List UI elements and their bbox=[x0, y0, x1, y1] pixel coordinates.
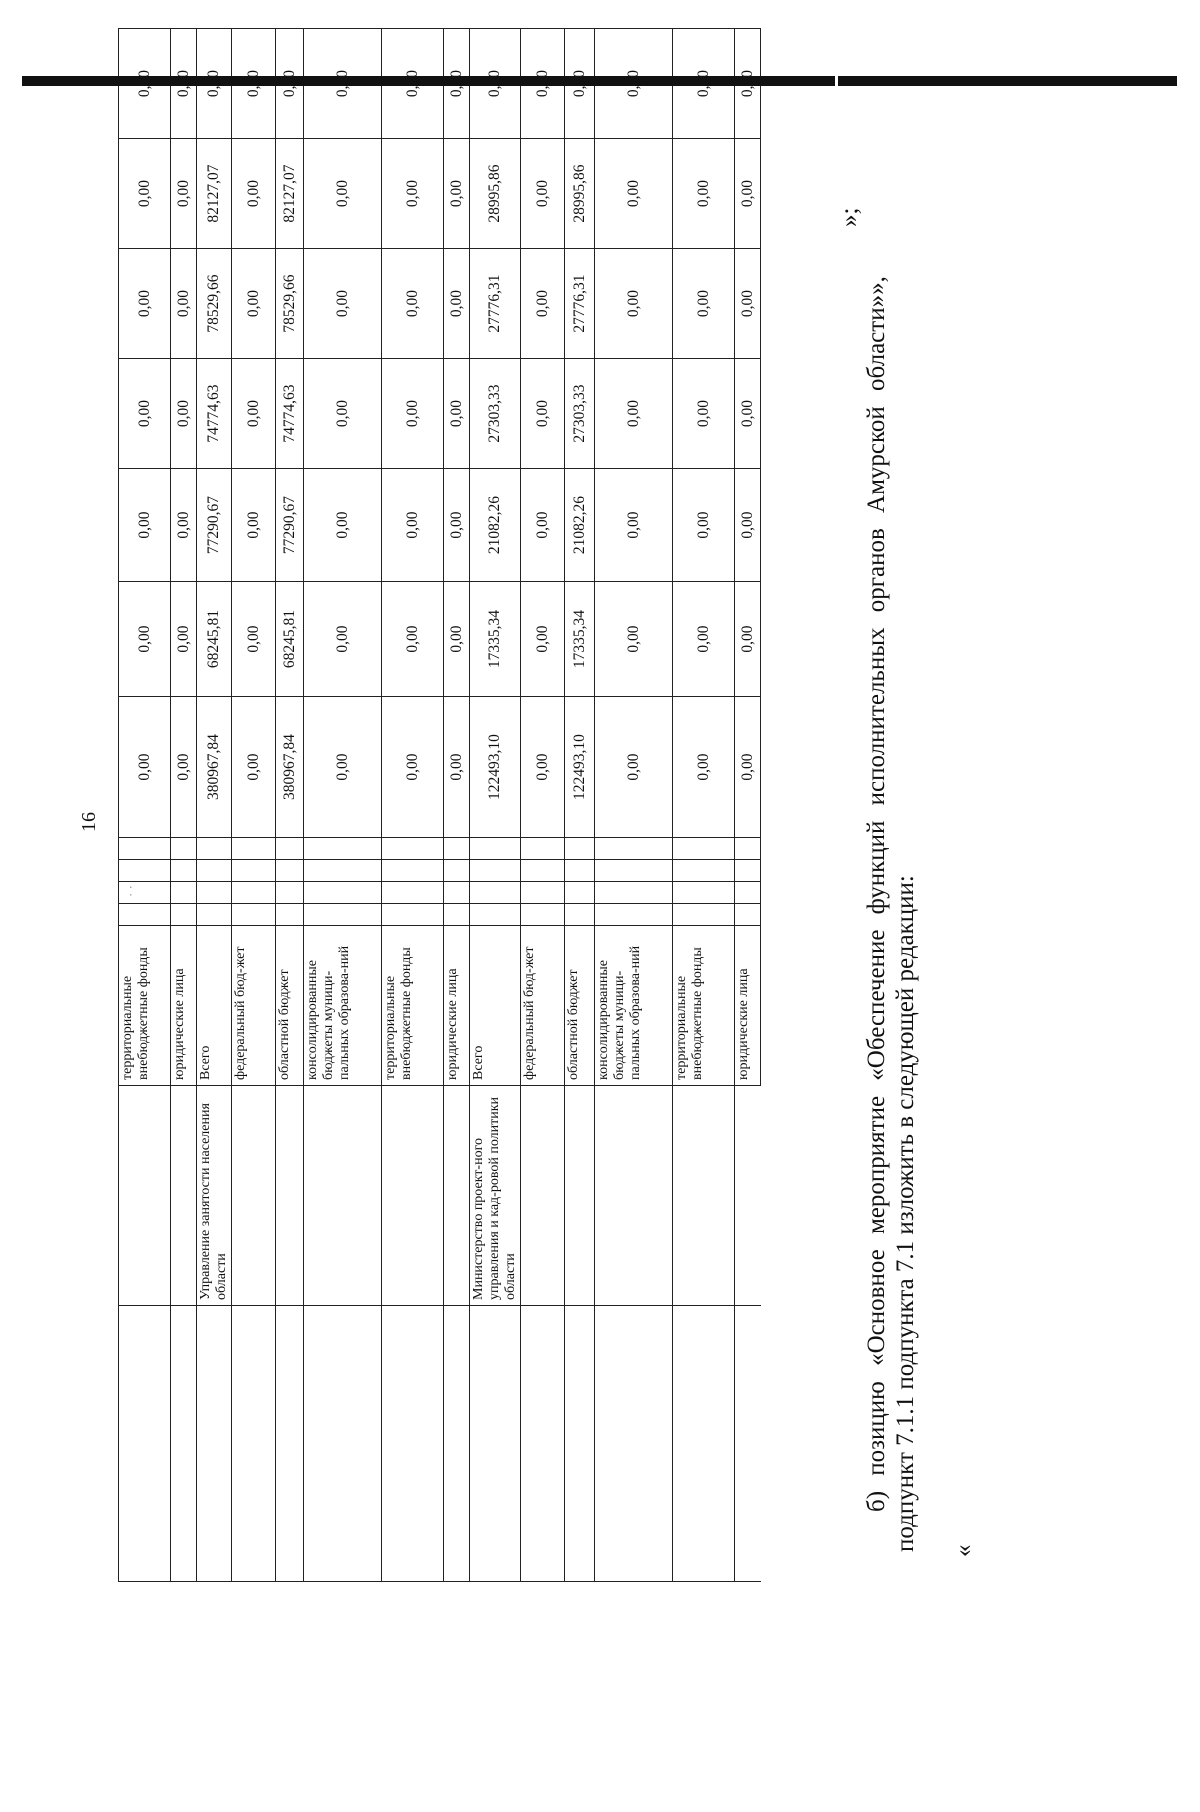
code-cell bbox=[565, 838, 595, 860]
code-cell bbox=[232, 860, 276, 882]
source-cell: консолидированные бюджеты муници-пальных образова-ний bbox=[304, 926, 382, 1086]
value-cell: 0,00 bbox=[735, 359, 761, 469]
value-cell: 0,00 bbox=[382, 359, 444, 469]
value-cell: 380967,84 bbox=[197, 697, 232, 838]
source-cell: федеральный бюд-жет bbox=[232, 926, 276, 1086]
code-cell bbox=[197, 904, 232, 926]
value-cell: 0,00 bbox=[521, 469, 565, 582]
value-cell: 0,00 bbox=[382, 582, 444, 697]
value-cell: 82127,07 bbox=[276, 139, 304, 249]
code-cell bbox=[276, 882, 304, 904]
value-cell: 27776,31 bbox=[470, 249, 521, 359]
code-cell bbox=[276, 838, 304, 860]
value-cell: 68245,81 bbox=[197, 582, 232, 697]
value-cell: 0,00 bbox=[595, 697, 673, 838]
value-cell: 0,00 bbox=[735, 697, 761, 838]
value-cell: 0,00 bbox=[444, 697, 470, 838]
table-row bbox=[735, 29, 761, 1582]
source-cell: территориальные внебюджетные фонды bbox=[673, 926, 735, 1086]
code-cell bbox=[382, 838, 444, 860]
value-cell: 82127,07 bbox=[197, 139, 232, 249]
paragraph-line-1: б) позицию «Основное мероприятие «Обеспечение функций исполнительных органов Амурской области»», bbox=[863, 276, 890, 1512]
table-row bbox=[276, 29, 304, 1582]
code-cell bbox=[119, 860, 171, 882]
executor-cell bbox=[276, 1086, 304, 1306]
amendment-paragraph bbox=[862, 212, 920, 1552]
source-cell: областной бюджет bbox=[565, 926, 595, 1086]
value-cell: 0,00 bbox=[673, 697, 735, 838]
value-cell: 0,00 bbox=[171, 582, 197, 697]
value-cell: 0,00 bbox=[171, 139, 197, 249]
code-cell bbox=[565, 904, 595, 926]
code-cell bbox=[521, 838, 565, 860]
value-cell: 21082,26 bbox=[565, 469, 595, 582]
value-cell: 74774,63 bbox=[276, 359, 304, 469]
code-cell bbox=[735, 838, 761, 860]
code-cell bbox=[521, 882, 565, 904]
value-cell: 0,00 bbox=[444, 139, 470, 249]
value-cell: 0,00 bbox=[119, 697, 171, 838]
page-number: 16 bbox=[78, 812, 100, 832]
value-cell: 0,00 bbox=[521, 249, 565, 359]
value-cell: 0,00 bbox=[119, 469, 171, 582]
value-cell: 0,00 bbox=[232, 582, 276, 697]
code-cell bbox=[197, 882, 232, 904]
program-cell bbox=[444, 1306, 470, 1582]
code-cell bbox=[119, 904, 171, 926]
code-cell bbox=[304, 882, 382, 904]
source-cell: юридические лица bbox=[444, 926, 470, 1086]
table-row bbox=[444, 29, 470, 1582]
table-row bbox=[382, 29, 444, 1582]
code-cell bbox=[521, 904, 565, 926]
executor-cell bbox=[673, 1086, 735, 1306]
value-cell: 0,00 bbox=[735, 249, 761, 359]
value-cell: 0,00 bbox=[444, 359, 470, 469]
executor-cell bbox=[735, 1086, 761, 1306]
value-cell: 77290,67 bbox=[197, 469, 232, 582]
value-cell: 122493,10 bbox=[470, 697, 521, 838]
code-cell bbox=[444, 838, 470, 860]
table-row bbox=[232, 29, 276, 1582]
code-cell bbox=[595, 860, 673, 882]
value-cell: 27303,33 bbox=[470, 359, 521, 469]
value-cell: 0,00 bbox=[444, 249, 470, 359]
source-cell: областной бюджет bbox=[276, 926, 304, 1086]
closing-quote-mark: »; bbox=[836, 207, 863, 227]
executor-cell bbox=[382, 1086, 444, 1306]
program-cell bbox=[521, 1306, 565, 1582]
program-cell bbox=[735, 1306, 761, 1582]
value-cell: 0,00 bbox=[595, 469, 673, 582]
value-cell: 0,00 bbox=[171, 359, 197, 469]
code-cell bbox=[735, 882, 761, 904]
program-cell bbox=[197, 1306, 232, 1582]
code-cell bbox=[673, 882, 735, 904]
source-cell: юридические лица bbox=[171, 926, 197, 1086]
executor-cell bbox=[444, 1086, 470, 1306]
source-cell: консолидированные бюджеты муници-пальных образова-ний bbox=[595, 926, 673, 1086]
code-cell bbox=[444, 860, 470, 882]
value-cell: 0,00 bbox=[521, 359, 565, 469]
table-row bbox=[521, 29, 565, 1582]
value-cell: 74774,63 bbox=[197, 359, 232, 469]
value-cell: 0,00 bbox=[119, 249, 171, 359]
value-cell: 17335,34 bbox=[565, 582, 595, 697]
value-cell: 0,00 bbox=[119, 359, 171, 469]
value-cell: 77290,67 bbox=[276, 469, 304, 582]
code-cell bbox=[470, 838, 521, 860]
table-row bbox=[171, 29, 197, 1582]
value-cell: 0,00 bbox=[595, 249, 673, 359]
value-cell: 21082,26 bbox=[470, 469, 521, 582]
code-cell bbox=[304, 904, 382, 926]
code-cell bbox=[735, 860, 761, 882]
code-cell bbox=[119, 882, 171, 904]
code-cell bbox=[382, 860, 444, 882]
program-cell bbox=[232, 1306, 276, 1582]
value-cell: 0,00 bbox=[232, 469, 276, 582]
code-cell bbox=[735, 904, 761, 926]
value-cell: 0,00 bbox=[119, 139, 171, 249]
executor-cell bbox=[232, 1086, 276, 1306]
value-cell: 0,00 bbox=[232, 359, 276, 469]
code-cell bbox=[470, 904, 521, 926]
program-cell bbox=[595, 1306, 673, 1582]
code-cell bbox=[673, 838, 735, 860]
value-cell: 0,00 bbox=[304, 697, 382, 838]
value-cell: 17335,34 bbox=[470, 582, 521, 697]
value-cell: 0,00 bbox=[595, 359, 673, 469]
value-cell: 0,00 bbox=[119, 582, 171, 697]
code-cell bbox=[119, 838, 171, 860]
code-cell bbox=[171, 904, 197, 926]
code-cell bbox=[673, 904, 735, 926]
bottom-rule-right bbox=[837, 76, 1177, 86]
value-cell: 0,00 bbox=[521, 697, 565, 838]
value-cell: 0,00 bbox=[232, 697, 276, 838]
code-cell bbox=[197, 860, 232, 882]
code-cell bbox=[565, 860, 595, 882]
executor-cell bbox=[521, 1086, 565, 1306]
value-cell: 27303,33 bbox=[565, 359, 595, 469]
bottom-rule-gap bbox=[835, 76, 838, 86]
code-cell bbox=[382, 904, 444, 926]
value-cell: 0,00 bbox=[673, 469, 735, 582]
value-cell: 0,00 bbox=[304, 249, 382, 359]
table-row bbox=[673, 29, 735, 1582]
code-cell bbox=[444, 882, 470, 904]
code-cell bbox=[595, 904, 673, 926]
value-cell: 0,00 bbox=[232, 139, 276, 249]
table-row bbox=[119, 29, 171, 1582]
executor-cell bbox=[565, 1086, 595, 1306]
code-cell bbox=[304, 838, 382, 860]
value-cell: 122493,10 bbox=[565, 697, 595, 838]
code-cell bbox=[171, 882, 197, 904]
paragraph-line-2: подпункт 7.1.1 подпункта 7.1 изложить в следующей редакции: bbox=[892, 875, 919, 1552]
table-row bbox=[595, 29, 673, 1582]
program-cell bbox=[673, 1306, 735, 1582]
value-cell: 0,00 bbox=[382, 697, 444, 838]
bottom-rule bbox=[22, 76, 837, 86]
code-cell bbox=[595, 838, 673, 860]
value-cell: 0,00 bbox=[304, 582, 382, 697]
value-cell: 0,00 bbox=[521, 139, 565, 249]
value-cell: 0,00 bbox=[595, 582, 673, 697]
executor-cell bbox=[304, 1086, 382, 1306]
executor-cell: Управление занятости населения области bbox=[197, 1086, 232, 1306]
value-cell: 78529,66 bbox=[197, 249, 232, 359]
source-cell: Всего bbox=[197, 926, 232, 1086]
executor-cell bbox=[119, 1086, 171, 1306]
code-cell bbox=[232, 838, 276, 860]
code-cell bbox=[565, 882, 595, 904]
opening-quote-mark: « bbox=[950, 1544, 977, 1557]
code-cell bbox=[521, 860, 565, 882]
value-cell: 0,00 bbox=[444, 469, 470, 582]
table-row bbox=[470, 29, 521, 1582]
source-cell: Всего bbox=[470, 926, 521, 1086]
table-row bbox=[197, 29, 232, 1582]
code-cell bbox=[382, 882, 444, 904]
value-cell: 78529,66 bbox=[276, 249, 304, 359]
value-cell: 0,00 bbox=[735, 469, 761, 582]
value-cell: 0,00 bbox=[673, 359, 735, 469]
source-cell: территориальные внебюджетные фонды bbox=[382, 926, 444, 1086]
value-cell: 0,00 bbox=[521, 582, 565, 697]
program-cell bbox=[565, 1306, 595, 1582]
budget-table bbox=[118, 28, 761, 1582]
program-cell bbox=[171, 1306, 197, 1582]
code-cell bbox=[470, 882, 521, 904]
value-cell: 0,00 bbox=[171, 469, 197, 582]
value-cell: 0,00 bbox=[595, 139, 673, 249]
table-row bbox=[565, 29, 595, 1582]
value-cell: 27776,31 bbox=[565, 249, 595, 359]
code-cell bbox=[171, 860, 197, 882]
code-cell bbox=[595, 882, 673, 904]
code-cell bbox=[304, 860, 382, 882]
code-cell bbox=[197, 838, 232, 860]
program-cell bbox=[382, 1306, 444, 1582]
value-cell: 0,00 bbox=[444, 582, 470, 697]
program-cell bbox=[119, 1306, 171, 1582]
program-cell bbox=[470, 1306, 521, 1582]
program-cell bbox=[276, 1306, 304, 1582]
value-cell: 0,00 bbox=[382, 469, 444, 582]
code-cell bbox=[673, 860, 735, 882]
value-cell: 380967,84 bbox=[276, 697, 304, 838]
source-cell: юридические лица bbox=[735, 926, 761, 1086]
value-cell: 0,00 bbox=[171, 249, 197, 359]
value-cell: 0,00 bbox=[382, 139, 444, 249]
code-cell bbox=[470, 860, 521, 882]
value-cell: 0,00 bbox=[673, 582, 735, 697]
table-row bbox=[304, 29, 382, 1582]
scan-marks: · · bbox=[123, 885, 138, 897]
source-cell: территориальные внебюджетные фонды bbox=[119, 926, 171, 1086]
executor-cell bbox=[171, 1086, 197, 1306]
value-cell: 28995,86 bbox=[470, 139, 521, 249]
executor-cell: Министерство проект-ного управления и кад-ровой политики области bbox=[470, 1086, 521, 1306]
code-cell bbox=[276, 860, 304, 882]
value-cell: 28995,86 bbox=[565, 139, 595, 249]
value-cell: 0,00 bbox=[171, 697, 197, 838]
value-cell: 0,00 bbox=[304, 359, 382, 469]
value-cell: 0,00 bbox=[232, 249, 276, 359]
value-cell: 0,00 bbox=[304, 469, 382, 582]
program-cell bbox=[304, 1306, 382, 1582]
value-cell: 0,00 bbox=[735, 582, 761, 697]
value-cell: 0,00 bbox=[304, 139, 382, 249]
code-cell bbox=[171, 838, 197, 860]
source-cell: федеральный бюд-жет bbox=[521, 926, 565, 1086]
code-cell bbox=[444, 904, 470, 926]
value-cell: 0,00 bbox=[735, 139, 761, 249]
value-cell: 0,00 bbox=[382, 249, 444, 359]
value-cell: 0,00 bbox=[673, 249, 735, 359]
executor-cell bbox=[595, 1086, 673, 1306]
code-cell bbox=[232, 904, 276, 926]
code-cell bbox=[232, 882, 276, 904]
value-cell: 0,00 bbox=[673, 139, 735, 249]
code-cell bbox=[276, 904, 304, 926]
value-cell: 68245,81 bbox=[276, 582, 304, 697]
